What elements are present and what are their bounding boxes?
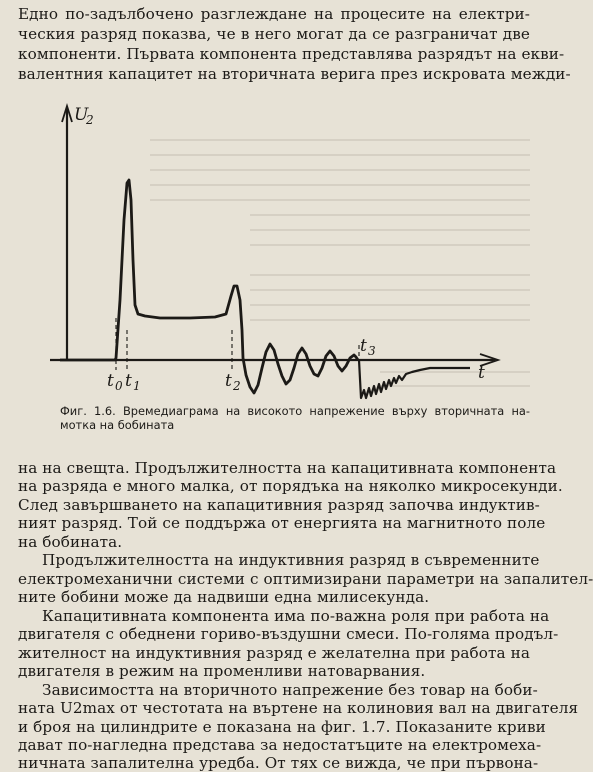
y-axis-label-sub: 2 <box>86 113 94 127</box>
text-line: на на свещта. Продължителността на капацитивната компонента <box>18 459 557 477</box>
text-line: компоненти. Първата компонента представлява разрядът на екви- <box>18 45 565 63</box>
caption-line: мотка на бобината <box>60 418 175 432</box>
text-line: ният разряд. Той се поддържа от енергията на магнитното поле <box>18 514 546 532</box>
text-line: ните бобини може да надвиши една милисекунда. <box>18 588 430 606</box>
tick-label-t3: t <box>360 336 367 356</box>
text-line: жителност на индуктивния разряд е желателна при работа на <box>18 644 530 662</box>
tick-label-t0-sub: 0 <box>115 379 123 393</box>
text-line: ната U2max от честотата на въртене на колиновия вал на двигателя <box>18 699 579 717</box>
text-line: на бобината. <box>18 533 123 551</box>
tick-label-t0: t <box>107 371 114 391</box>
tick-label-t1-sub: 1 <box>133 379 141 393</box>
text-line: двигателя в режим на променливи натоварвания. <box>18 662 426 680</box>
text-line: валентния капацитет на вторичната верига през искровата межди- <box>18 65 571 83</box>
tick-label-t3-sub: 3 <box>368 344 376 358</box>
text-line: Капацитивната компонента има по-важна роля при работа на <box>42 607 550 625</box>
x-axis-label: t <box>478 363 485 383</box>
caption-line: Фиг. 1.6. Времедиаграма на високото напрежение върху вторичната на- <box>60 404 530 418</box>
text-line: електромеханични системи с оптимизирани параметри на запалител- <box>18 570 593 588</box>
text-line: Продължителността на индуктивния разряд в съвременните <box>42 551 540 569</box>
text-line: Зависимостта на вторичното напрежение без товар на боби- <box>42 681 538 699</box>
tick-label-t2-sub: 2 <box>233 379 241 393</box>
text-line: ческия разряд показва, че в него могат да се разграничат две <box>18 25 530 43</box>
inductive-tail <box>359 360 470 398</box>
bleed-through-texture <box>150 140 530 386</box>
text-line: ничната запалителна уредба. От тях се вижда, че при първона- <box>18 754 539 772</box>
figure-time-diagram <box>0 92 543 407</box>
text-line: Едно по-задълбочено разглеждане на процесите на електри- <box>18 5 530 23</box>
text-line: и броя на цилиндрите е показана на фиг. 1.7. Показаните криви <box>18 718 546 736</box>
text-line: на разряда е много малка, от порядъка на няколко микросекунди. <box>18 477 563 495</box>
y-axis-label: U <box>74 105 89 125</box>
tick-label-t1: t <box>125 371 132 391</box>
text-line: дават по-нагледна представа за недостатъците на електромеха- <box>18 736 542 754</box>
text-line: След завършването на капацитивния разряд започва индуктив- <box>18 496 540 514</box>
text-line: двигателя с обеднени горивo-въздушни смеси. По-голяма продъл- <box>18 625 559 643</box>
tick-label-t2: t <box>225 371 232 391</box>
